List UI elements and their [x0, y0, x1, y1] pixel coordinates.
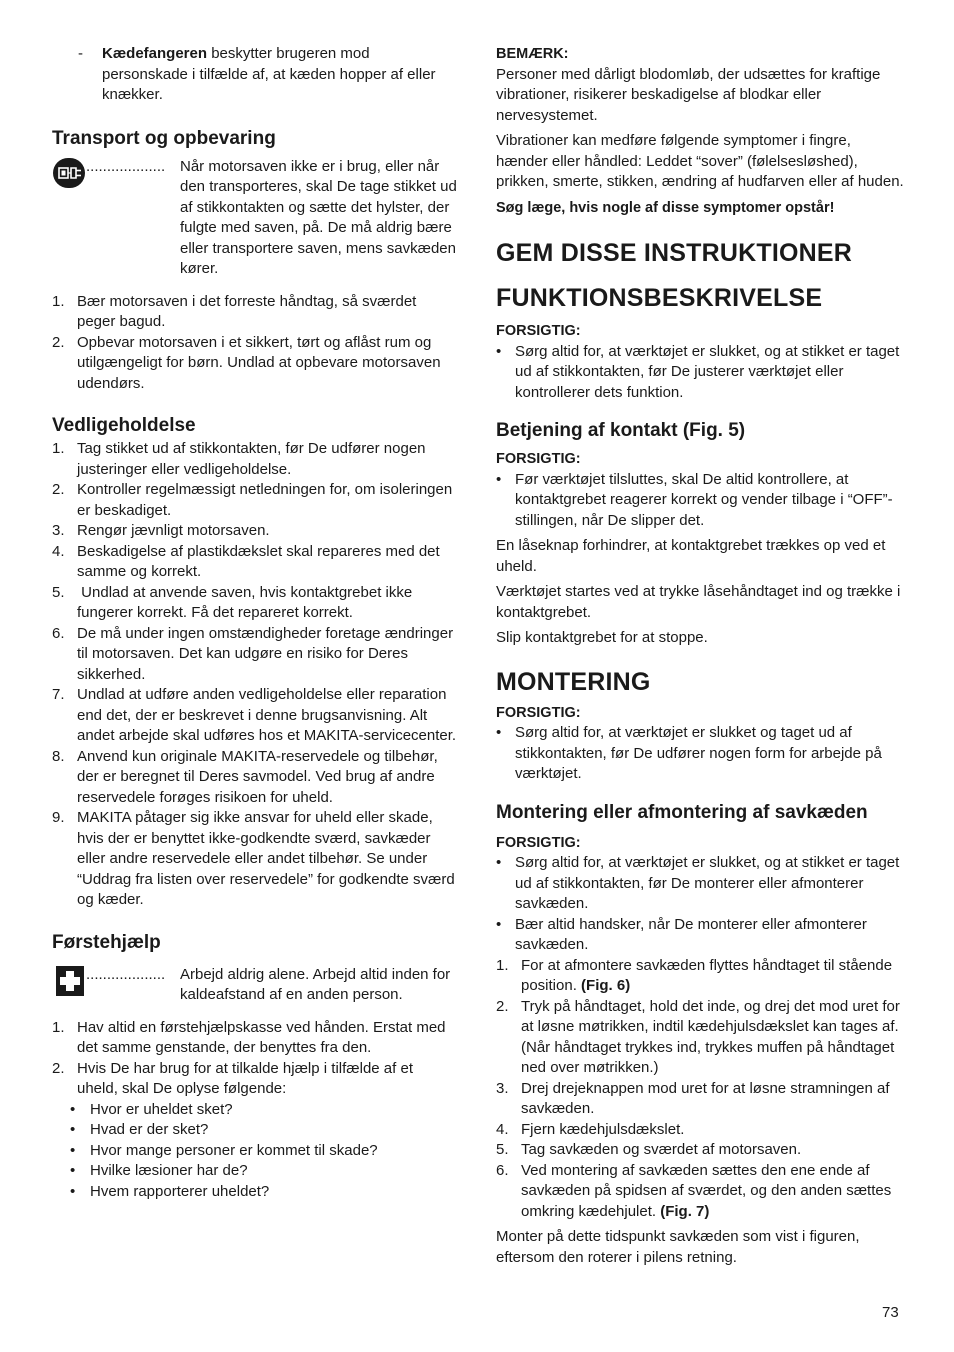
list-item: 4. Fjern kædehjulsdækslet.: [496, 1120, 685, 1138]
chain-catcher-term: Kædefangeren: [102, 45, 208, 62]
list-item: • Sørg altid for, at værktøjet er slukket, og at stikket er taget ud af stikkontakten, før De justerer værktøjet eller kontrollerer dets funktion.: [496, 342, 900, 401]
left-column: [52, 44, 457, 1202]
caution-label: FORSIGTIG:: [496, 451, 581, 467]
leader-dots: ...................: [86, 157, 166, 175]
list-item: • Hvem rapporterer uheldet?: [70, 1182, 270, 1200]
switch-paragraph: En låseknap forhindrer, at kontaktgrebet trækkes op ved et uheld.: [496, 537, 886, 575]
list-item: 8. Anvend kun originale MAKITA-reservedele og tilbehør, der er beregnet til Deres savmodel. Ved brug af andre reservedele forøges risikoen for uheld.: [52, 747, 438, 806]
list-item: 3. Rengør jævnligt motorsaven.: [52, 522, 270, 539]
list-item: • Sørg altid for, at værktøjet er slukket og taget ud af stikkontakten, før De udfører nogen form for arbejde på værktøjet.: [496, 724, 882, 782]
list-item: • Hvilke læsioner har de?: [70, 1162, 248, 1179]
chain-catcher-text: beskytter brugeren mod personskade i tilfælde af, at kæden hopper af eller knækker.: [102, 45, 436, 103]
list-item: • Sørg altid for, at værktøjet er slukket, og at stikket er taget ud af stikkontakten, før De monterer eller afmonterer savkæden.: [496, 854, 900, 912]
switch-paragraph: Slip kontaktgrebet for at stoppe.: [496, 629, 708, 646]
chain-bullets: [496, 853, 904, 956]
list-item: 2. Opbevar motorsaven i et sikkert, tørt og aflåst rum og utilgængeligt for børn. Undlad at opbevare motorsaven udendørs.: [52, 333, 441, 392]
note-paragraph: Personer med dårligt blodomløb, der udsættes for kraftige vibrationer, risikerer beskadigelse af blodkar eller nervesystemet.: [496, 65, 881, 124]
dash-marker: -: [78, 45, 83, 62]
list-item: 5. Tag savkæden og sværdet af motorsaven.: [496, 1141, 802, 1158]
chain-steps: [496, 956, 904, 1223]
list-item: • Før værktøjet tilsluttes, skal De altid kontrollere, at kontaktgrebet reagerer korrekt og vender tilbage i “OFF”-stillingen, når De slipper det.: [496, 470, 893, 529]
maintenance-heading: Vedligeholdelse: [52, 415, 196, 436]
list-item: • Bær altid handsker, når De monterer eller afmonterer savkæden.: [496, 915, 867, 953]
unplug-icon: [52, 157, 86, 189]
function-bullets: [496, 342, 904, 404]
list-item: 7. Undlad at udføre anden vedligeholdelse eller reparation end det, der er beskrevet i denne brugsanvisning. Alt andet arbejde skal udføres hos et MAKITA-servicecenter.: [52, 686, 457, 744]
caution-label: FORSIGTIG:: [496, 704, 581, 721]
note-paragraph: Vibrationer kan medføre følgende symptomer i fingre, hænder eller håndled: Leddet “sover” (følelsesløshed), prikken, smerte, stikken, ændring af hudfarven eller af huden.: [496, 132, 904, 190]
figure-reference: (Fig. 7): [660, 1202, 710, 1220]
list-item: 2. Tryk på håndtaget, hold det inde, og drej det mod uret for at løsne møtrikken, indtil kædehjulsdækslet kan tages af. (Når håndtaget trykkes ind, trykkes muffen på håndtaget ned over møtrikken.): [496, 997, 900, 1076]
list-item: • Hvad er der sket?: [70, 1121, 209, 1138]
function-heading: FUNKTIONSBESKRIVELSE: [496, 284, 823, 312]
switch-heading: Betjening af kontakt (Fig. 5): [496, 420, 746, 441]
list-item: 1. Hav altid en førstehjælpskasse ved hånden. Erstat med det samme genstande, der benyttes fra den.: [52, 1018, 446, 1056]
save-instructions-heading: GEM DISSE INSTRUKTIONER: [496, 239, 853, 267]
firstaid-list: [52, 1018, 457, 1100]
chain-closing-paragraph: Monter på dette tidspunkt savkæden som vist i figuren, eftersom den roterer i pilens retning.: [496, 1228, 860, 1266]
firstaid-questions: [52, 1100, 457, 1203]
list-item: 6. Ved montering af savkæden sættes den ene ende af savkæden på spidsen af sværdet, og den anden sættes omkring kædehjulet. (Fig. 7): [496, 1161, 892, 1220]
figure-reference: (Fig. 6): [581, 977, 631, 994]
transport-list: [52, 292, 457, 395]
seek-doctor-warning: Søg læge, hvis nogle af disse symptomer opstår!: [496, 199, 835, 216]
firstaid-icon-row: [52, 965, 457, 1006]
page-number: 73: [882, 1304, 899, 1321]
list-item: 1. For at afmontere savkæden flyttes håndtaget til stående position. (Fig. 6): [496, 956, 893, 994]
assembly-heading: MONTERING: [496, 667, 651, 696]
list-item: • Hvor mange personer er kommet til skade?: [70, 1141, 378, 1159]
leader-dots: ...................: [86, 965, 166, 983]
list-item: 9. MAKITA påtager sig ikke ansvar for uheld eller skade, hvis der er benyttet ikke-godkendte sværd, savkæder eller andre reservedele eller andet tilbehør. Se under “Uddrag fra listen over reservedele” for godkendte sværd og kæder.: [52, 809, 455, 908]
first-aid-cross-icon: [52, 965, 86, 997]
list-item: 1. Bær motorsaven i det forreste håndtag, så sværdet peger bagud.: [52, 292, 417, 330]
list-item: 5. Undlad at anvende saven, hvis kontaktgrebet ikke fungerer korrekt. Få det repareret korrekt.: [52, 583, 417, 621]
list-item: 6. De må under ingen omstændigheder foretage ændringer til motorsaven. Det kan udgøre en risiko for Deres sikkerhed.: [52, 624, 454, 683]
switch-bullets: [496, 470, 904, 532]
assembly-bullets: [496, 723, 904, 785]
transport-icon-text: Når motorsaven ikke er i brug, eller når den transporteres, skal De tage stikket ud af stikkontakten og sætte det hylster, der fulgte med saven, på. De må aldrig bære eller transportere saven, mens savkæden kører.: [180, 157, 457, 277]
maintenance-list: [52, 439, 457, 911]
caution-label: FORSIGTIG:: [496, 323, 581, 339]
chain-catcher-item: [52, 44, 457, 106]
note-label: BEMÆRK:: [496, 46, 569, 62]
list-item: • Hvor er uheldet sket?: [70, 1100, 233, 1118]
list-item: 2. Hvis De har brug for at tilkalde hjælp i tilfælde af et uheld, skal De oplyse følgende:: [52, 1059, 413, 1097]
list-item: 4. Beskadigelse af plastikdækslet skal repareres med det samme og korrekt.: [52, 542, 440, 580]
transport-heading: Transport og opbevaring: [52, 127, 276, 149]
right-column: [496, 44, 904, 1273]
caution-label: FORSIGTIG:: [496, 834, 581, 851]
firstaid-icon-text: Arbejd aldrig alene. Arbejd altid inden for kaldeafstand af en anden person.: [180, 965, 451, 1003]
firstaid-heading: Førstehjælp: [52, 931, 161, 953]
list-item: 3. Drej drejeknappen mod uret for at løsne stramningen af savkæden.: [496, 1079, 890, 1117]
switch-paragraph: Værktøjet startes ved at trykke låsehåndtaget ind og trække i kontaktgrebet.: [496, 583, 901, 621]
transport-icon-row: [52, 157, 457, 280]
list-item: 1. Tag stikket ud af stikkontakten, før De udfører nogen justeringer eller vedligeholdelse.: [52, 440, 426, 478]
chain-heading: Montering eller afmontering af savkæden: [496, 801, 868, 823]
list-item: 2. Kontroller regelmæssigt netledningen for, om isoleringen er beskadiget.: [52, 481, 453, 519]
